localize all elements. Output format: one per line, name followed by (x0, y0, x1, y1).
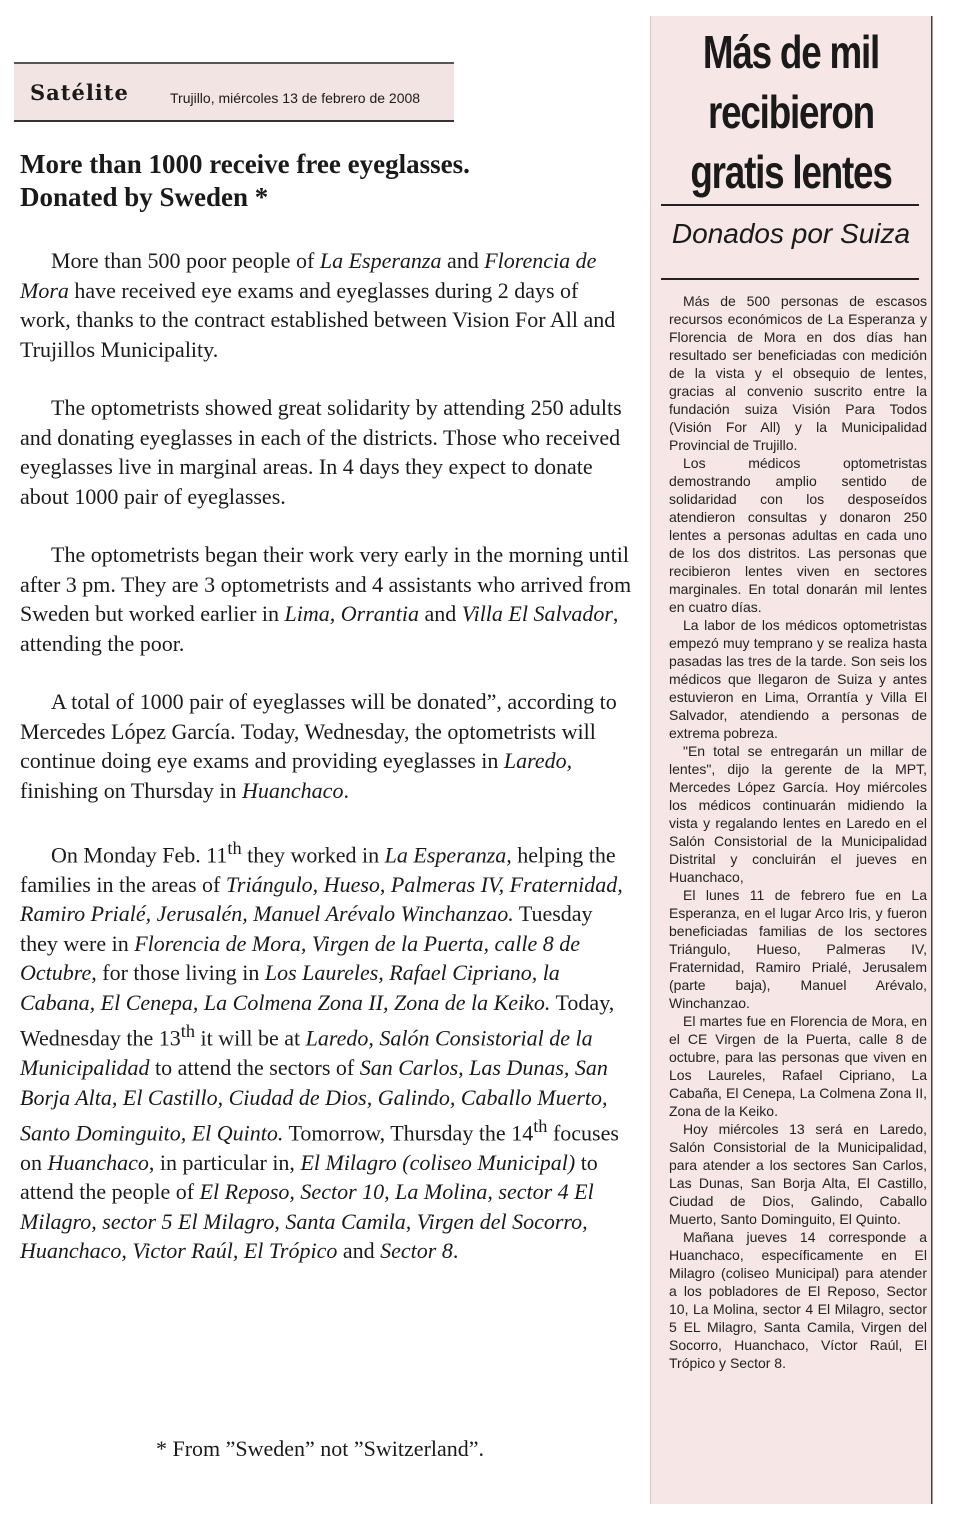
clipping-paragraph: Los médicos optometristas demostrando amplio sentido de solidaridad con los desposeídos atendieron consultas y donaron 250 lentes a personas adultas en cada uno de los dos distritos. Las personas que recibieron lentes viven en sectores marginales. En total donarán mil lentes en cuatro días. (669, 455, 927, 615)
headline-line-1: More than 1000 receive free eyeglasses. (20, 149, 470, 179)
dateline: Trujillo, miércoles 13 de febrero de 2008 (170, 90, 421, 106)
newspaper-masthead (14, 62, 454, 122)
translation-body (20, 246, 632, 1295)
newspaper-name: Satélite (30, 80, 129, 105)
paragraph-2: The optometrists showed great solidarity by attending 250 adults and donating eyeglasses in each of the districts. Those who received eyeglasses live in marginal areas. In 4 days they expect to donate about 1000 pair of eyeglasses. (20, 395, 622, 509)
clipping-title: Más de mil recibieron gratis lentes (690, 26, 892, 198)
paragraph-1: More than 500 poor people of La Esperanza and Florencia de Mora have received eye exams and eyeglasses during 2 days of work, thanks to the contract established between Vision For All and Trujillos Municipality. (20, 248, 616, 362)
translation-headline (20, 148, 620, 214)
clipping-paragraph: "En total se entregarán un millar de lentes", dijo la gerente de la MPT, Mercedes López García. Hoy miércoles los médicos continuarán midiendo la vista y regalando lentes en Laredo en el Salón Consistorial de la Municipalidad Distrital y concluirán el jueves en Huanchaco, (669, 743, 927, 885)
headline-line-2: Donated by Sweden * (20, 182, 269, 212)
paragraph-4: A total of 1000 pair of eyeglasses will be donated”, according to Mercedes López García. Today, Wednesday, the optometrists will continue doing eye exams and providing eyeglasses in Laredo, finishing on Thursday in Huanchaco. (20, 689, 617, 803)
clipping-subtitle: Donados por Suiza (671, 218, 911, 249)
clipping-paragraph: La labor de los médicos optometristas empezó muy temprano y se realiza hasta pasadas las tres de la tarde. Son seis los médicos que llegaron de Suiza y antes estuvieron en Lima, Orrantía y Villa El Salvador, atendiendo a personas de extrema pobreza. (669, 617, 927, 741)
clipping-paragraph: El lunes 11 de febrero fue en La Esperanza, en el lugar Arco Iris, y fueron beneficiadas familias de los sectores Triángulo, Hueso, Palmeras IV, Fraternidad, Ramiro Prialé, Jerusalem (parte baja), Manuel Arévalo, Winchanzao. (669, 887, 927, 1011)
footnote: * From ”Sweden” not ”Switzerland”. (155, 1436, 485, 1461)
clipping-paragraph: El martes fue en Florencia de Mora, en el CE Virgen de la Puerta, calle 8 de octubre, para las personas que viven en Los Laureles, Rafael Cipriano, La Cabaña, El Cenepa, La Colmena Zona II, Zona de la Keiko. (669, 1013, 927, 1119)
paragraph-3: The optometrists began their work very early in the morning until after 3 pm. They are 3 optometrists and 4 assistants who arrived from Sweden but worked earlier in Lima, Orrantia and Villa El Salvador, attending the poor. (20, 542, 632, 656)
paragraph-5: On Monday Feb. 11th they worked in La Esperanza, helping the families in the areas of Triángulo, Hueso, Palmeras IV, Fraternidad, Ramiro Prialé, Jerusalén, Manuel Arévalo Winchanzao. Tuesday they were in Florencia de Mora, Virgen de la Puerta, calle 8 de Octubre, for those living in Los Laureles, Rafael Cipriano, la Cabana, El Cenepa, La Colmena Zona II, Zona de la Keiko. Today, Wednesday the 13th it will be at Laredo, Salón Consistorial de la Municipalidad to attend the sectors of San Carlos, Las Dunas, San Borja Alta, El Castillo, Ciudad de Dios, Galindo, Caballo Muerto, Santo Dominguito, El Quinto. Tomorrow, Thursday the 14th focuses on Huanchaco, in particular in, El Milagro (coliseo Municipal) to attend the people of El Reposo, Sector 10, La Molina, sector 4 El Milagro, sector 5 El Milagro, Santa Camila, Virgen del Socorro, Huanchaco, Victor Raúl, El Trópico and Sector 8. (20, 838, 623, 1264)
clipping-paragraph: Hoy miércoles 13 será en Laredo, Salón Consistorial de la Municipalidad, para atender a los sectores San Carlos, Las Dunas, San Borja Alta, El Castillo, Ciudad de Dios, Galindo, Caballo Muerto, Santo Dominguito, El Quinto. (669, 1121, 927, 1227)
clipping-body (669, 292, 927, 1372)
clipping-paragraph: Mañana jueves 14 corresponde a Huanchaco, específicamente en El Milagro (coliseo Municipal) para atender a los pobladores de El Reposo, Sector 10, La Molina, sector 4 El Milagro, sector 5 EL Milagro, Santa Camila, Virgen del Socorro, Huanchaco, Víctor Raúl, El Trópico y Sector 8. (669, 1229, 927, 1371)
divider (661, 204, 919, 206)
newspaper-clipping (650, 16, 932, 1504)
clipping-paragraph: Más de 500 personas de escasos recursos económicos de La Esperanza y Florencia de Mora en dos días han resultado ser beneficiadas con medición de la vista y el obsequio de lentes, gracias al convenio suscrito entre la fundación suiza Visión Para Todos (Visión For All) y la Municipalidad Provincial de Trujillo. (669, 293, 927, 453)
divider (661, 278, 919, 280)
